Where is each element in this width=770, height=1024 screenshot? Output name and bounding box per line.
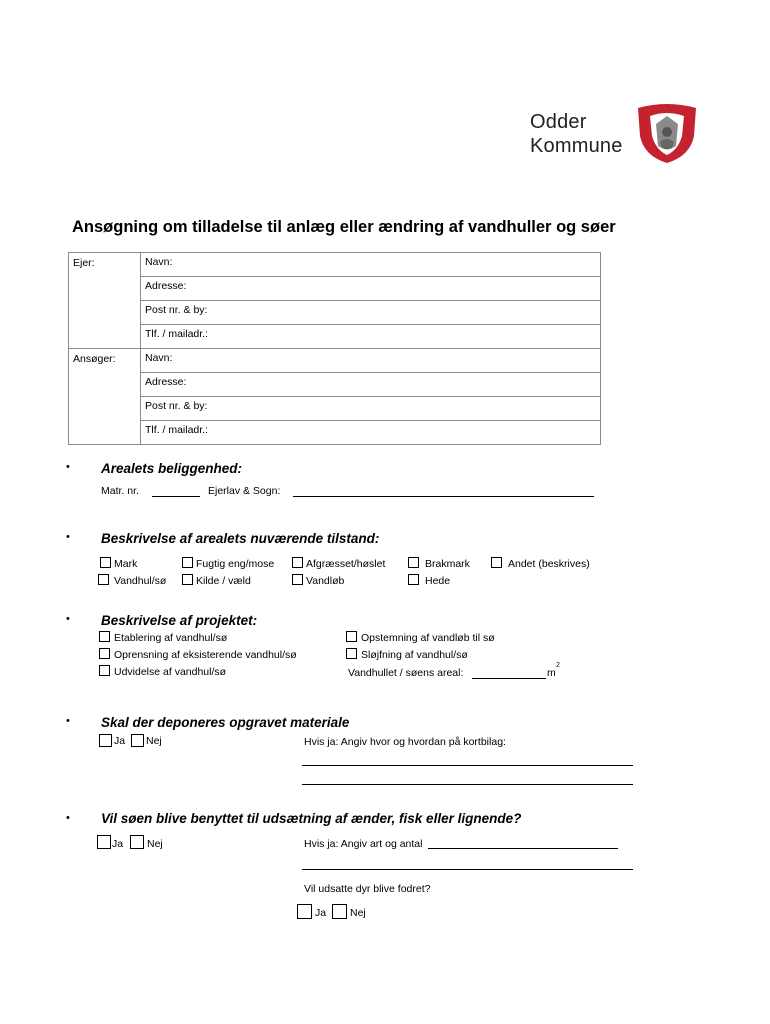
option-label: Opstemning af vandløb til sø	[361, 632, 495, 644]
yes-label: Ja	[114, 735, 126, 747]
section-condition-heading: Beskrivelse af arealets nuværende tilstand:	[101, 531, 380, 546]
owner-label: Ejer:	[69, 253, 141, 349]
checkbox-afgraesset[interactable]	[292, 557, 303, 568]
yes-label: Ja	[315, 907, 327, 919]
release-species-input-line[interactable]	[428, 848, 618, 849]
matr-input-line[interactable]	[152, 496, 200, 497]
option-label: Fugtig eng/mose	[196, 558, 275, 570]
deposit-hint: Hvis ja: Angiv hvor og hvordan på kortbilag:	[304, 736, 506, 748]
checkbox-opstemning[interactable]	[346, 631, 357, 642]
section-release-heading: Vil søen blive benyttet til udsætning af ænder, fisk eller lignende?	[101, 811, 522, 826]
deposit-input-line-2[interactable]	[302, 784, 633, 785]
area-label: Vandhullet / søens areal:	[348, 667, 464, 679]
option-label: Andet (beskrives)	[508, 558, 590, 570]
bullet: •	[66, 531, 70, 543]
bullet: •	[66, 812, 70, 824]
checkbox-oprensning[interactable]	[99, 648, 110, 659]
bullet: •	[66, 715, 70, 727]
checkbox-feeding-yes[interactable]	[297, 904, 312, 919]
checkbox-andet[interactable]	[491, 557, 502, 568]
form-title: Ansøgning om tilladelse til anlæg eller ændring af vandhuller og søer	[72, 218, 616, 236]
owner-name-field[interactable]: Navn:	[141, 253, 601, 277]
checkbox-udvidelse[interactable]	[99, 665, 110, 676]
applicant-postal-field[interactable]: Post nr. & by:	[141, 397, 601, 421]
deposit-input-line-1[interactable]	[302, 765, 633, 766]
yes-label: Ja	[112, 838, 124, 850]
municipality-logo-text	[530, 110, 623, 158]
release-input-line[interactable]	[302, 869, 633, 870]
applicant-address-field[interactable]: Adresse:	[141, 373, 601, 397]
area-unit: m	[547, 667, 556, 679]
ejerlav-label: Ejerlav & Sogn:	[208, 485, 281, 497]
checkbox-deposit-no[interactable]	[131, 734, 144, 747]
section-location-heading: Arealets beliggenhed:	[101, 461, 243, 476]
release-hint: Hvis ja: Angiv art og antal	[304, 838, 423, 850]
matr-label: Matr. nr.	[101, 485, 139, 497]
feeding-question: Vil udsatte dyr blive fodret?	[304, 883, 431, 895]
owner-contact-field[interactable]: Tlf. / mailadr.:	[141, 325, 601, 349]
no-label: Nej	[350, 907, 366, 919]
checkbox-mark[interactable]	[100, 557, 111, 568]
contact-table	[68, 252, 601, 445]
option-label: Sløjfning af vandhul/sø	[361, 649, 468, 661]
option-label: Afgræsset/høslet	[306, 558, 386, 570]
option-label: Brakmark	[425, 558, 470, 570]
applicant-name-field[interactable]: Navn:	[141, 349, 601, 373]
checkbox-etablering[interactable]	[99, 631, 110, 642]
section-deposit-heading: Skal der deponeres opgravet materiale	[101, 715, 350, 730]
checkbox-fugtig-eng[interactable]	[182, 557, 193, 568]
section-project-heading: Beskrivelse af projektet:	[101, 613, 258, 628]
checkbox-vandlob[interactable]	[292, 574, 303, 585]
no-label: Nej	[147, 838, 163, 850]
option-label: Kilde / væld	[196, 575, 251, 587]
checkbox-deposit-yes[interactable]	[99, 734, 112, 747]
coat-of-arms-icon	[636, 102, 698, 164]
owner-postal-field[interactable]: Post nr. & by:	[141, 301, 601, 325]
applicant-label: Ansøger:	[69, 349, 141, 445]
area-input-line[interactable]	[472, 678, 546, 679]
area-unit-exponent: 2	[556, 662, 560, 669]
option-label: Hede	[425, 575, 451, 587]
ejerlav-input-line[interactable]	[293, 496, 594, 497]
option-label: Vandløb	[306, 575, 345, 587]
option-label: Etablering af vandhul/sø	[114, 632, 228, 644]
bullet: •	[66, 461, 70, 473]
bullet: •	[66, 613, 70, 625]
option-label: Udvidelse af vandhul/sø	[114, 666, 227, 678]
owner-address-field[interactable]: Adresse:	[141, 277, 601, 301]
applicant-contact-field[interactable]: Tlf. / mailadr.:	[141, 421, 601, 445]
checkbox-feeding-no[interactable]	[332, 904, 347, 919]
checkbox-hede[interactable]	[408, 574, 419, 585]
logo-line-2: Kommune	[530, 135, 623, 157]
checkbox-slojfning[interactable]	[346, 648, 357, 659]
checkbox-brakmark[interactable]	[408, 557, 419, 568]
option-label: Oprensning af eksisterende vandhul/sø	[114, 649, 297, 661]
checkbox-release-yes[interactable]	[97, 835, 111, 849]
option-label: Vandhul/sø	[114, 575, 167, 587]
logo-line-1: Odder	[530, 111, 587, 133]
checkbox-vandhul[interactable]	[98, 574, 109, 585]
no-label: Nej	[146, 735, 162, 747]
option-label: Mark	[114, 558, 138, 570]
checkbox-release-no[interactable]	[130, 835, 144, 849]
checkbox-kilde[interactable]	[182, 574, 193, 585]
